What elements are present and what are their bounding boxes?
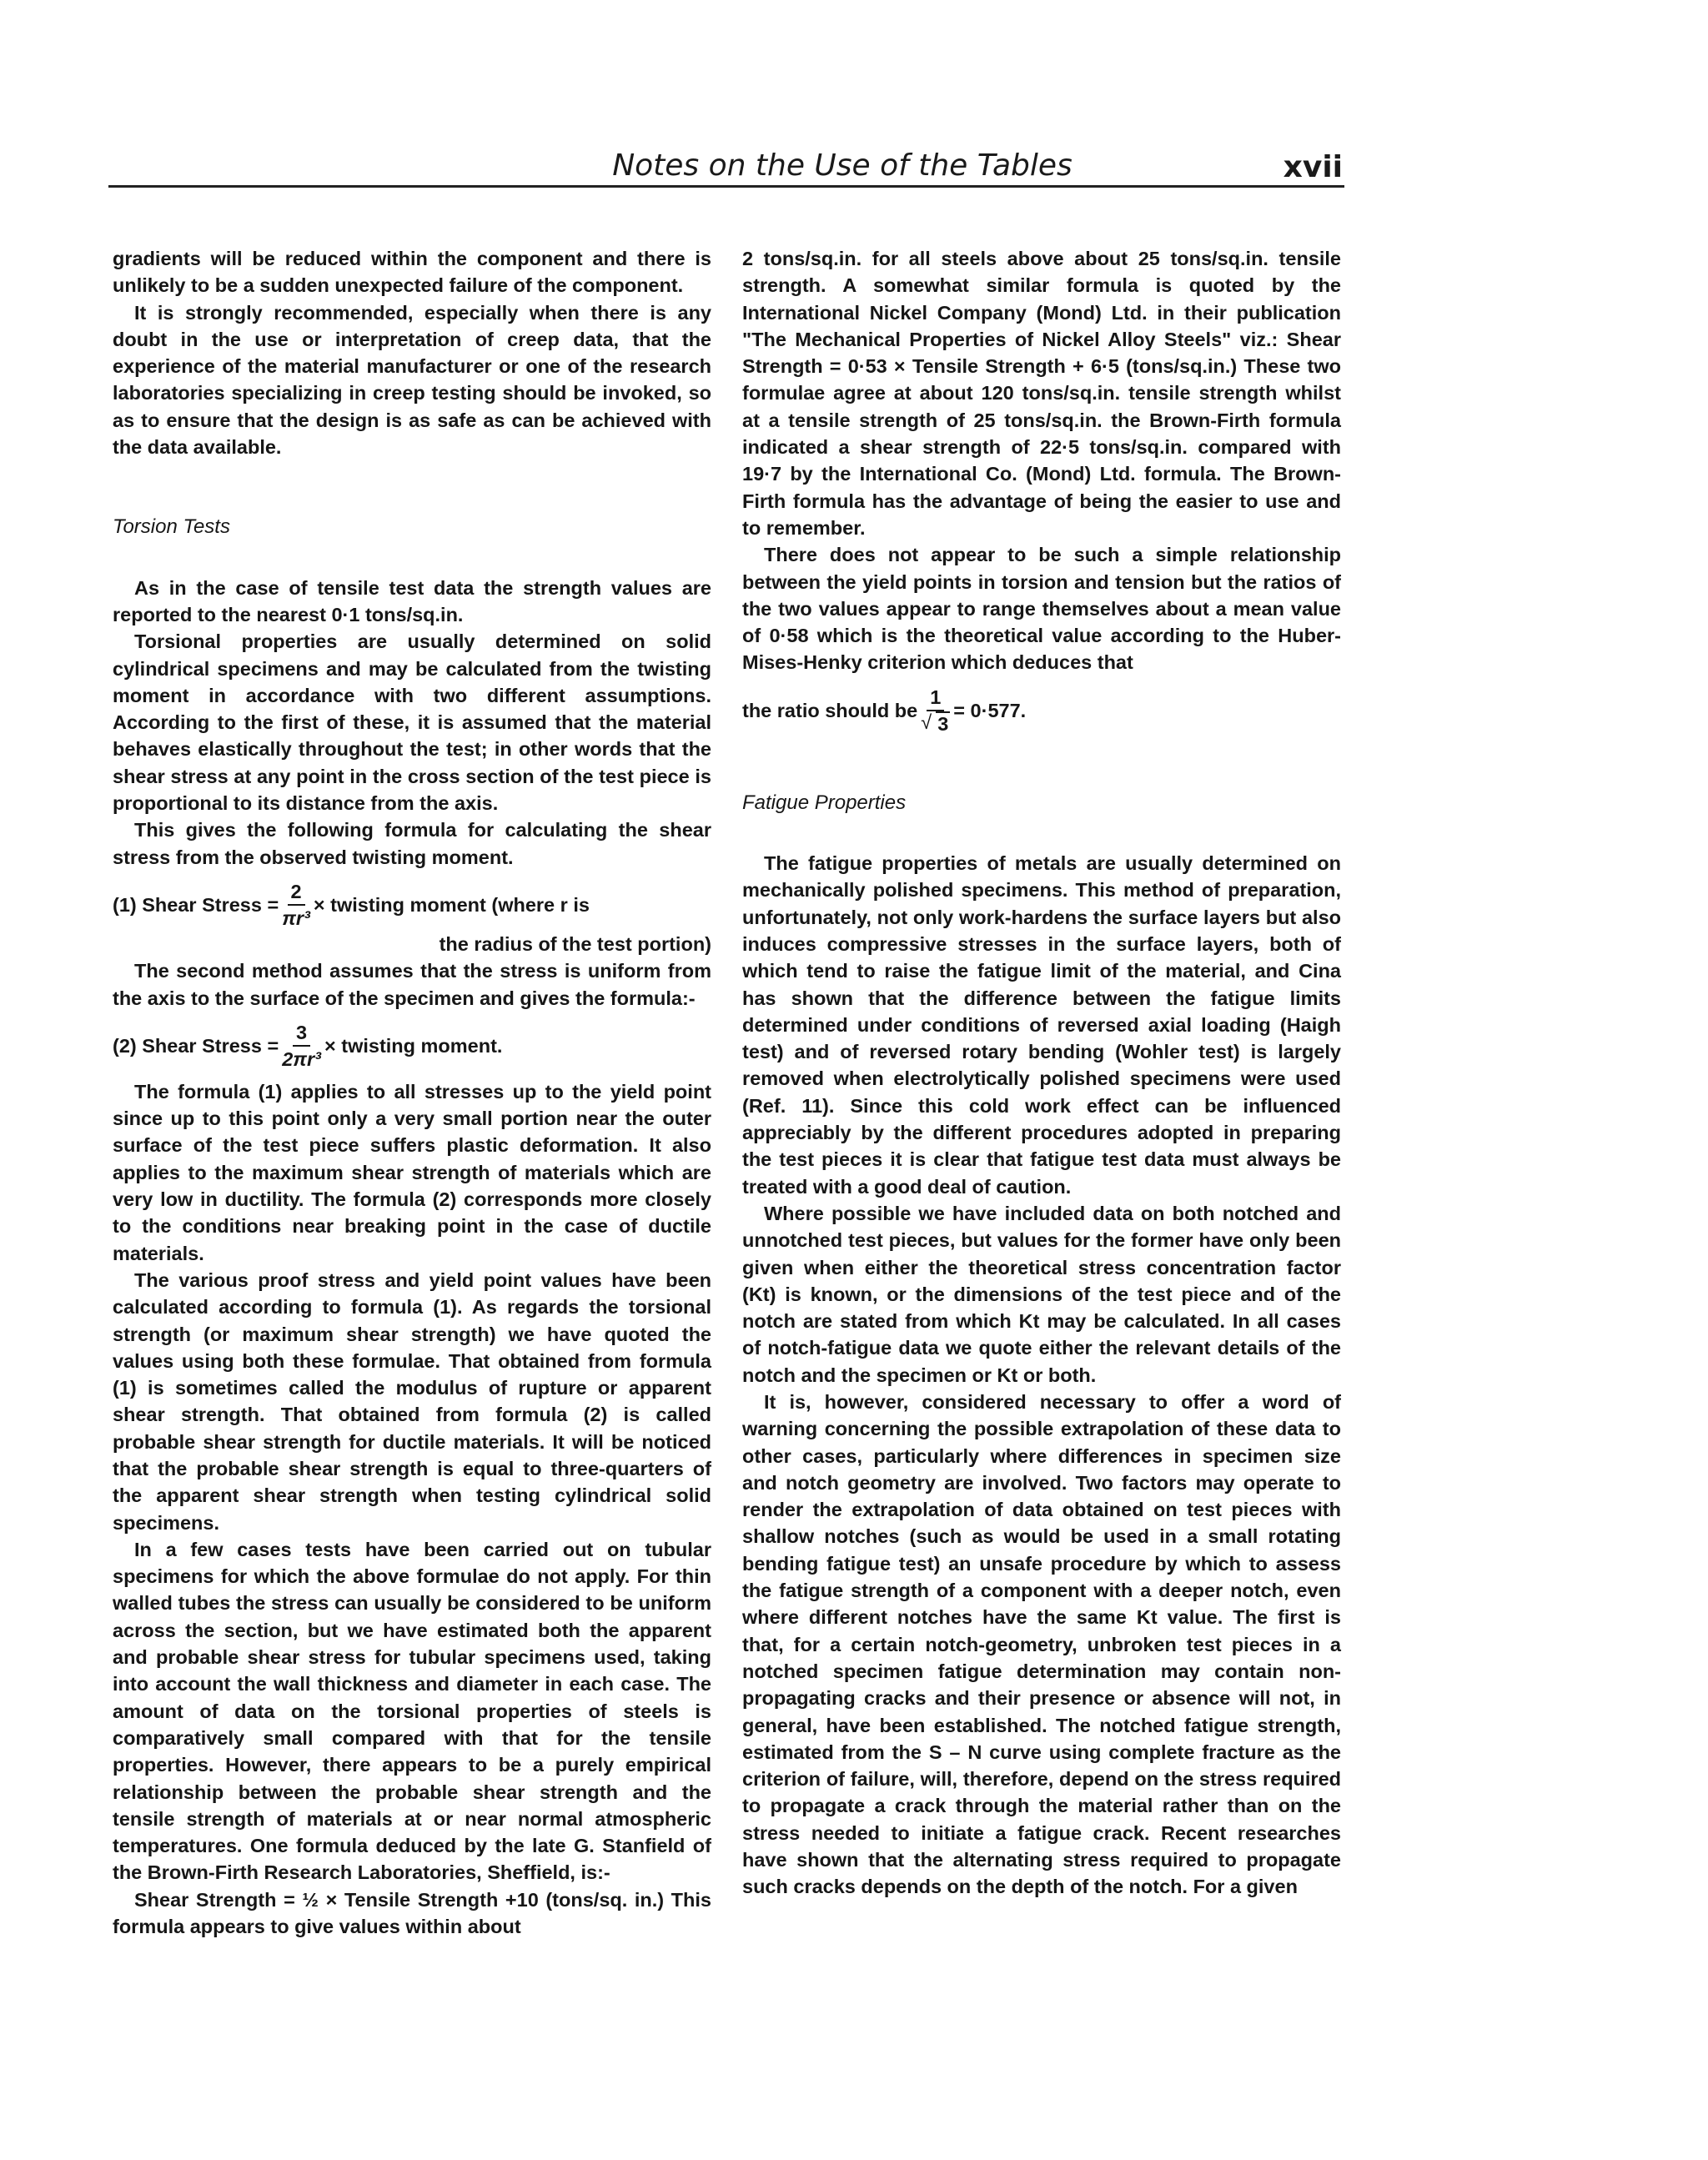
ratio-tail: = 0·577. [953,699,1027,721]
formula-1-lead: (1) Shear Stress = [113,893,279,916]
ratio-fraction [921,685,950,736]
formula-2-denominator: 2πr³ [282,1047,321,1070]
paragraph: This gives the following formula for calculating the shear stress from the observed twisting moment. [113,819,711,868]
paragraph: The formula (1) applies to all stresses up to the yield point since up to this point only a very small portion near the outer surface of the test piece suffers plastic deformation. It also applies to the maximum shear strength of materials which are very low in ductility. The formula (2) corresponds more closely to the conditions near breaking point in the case of ductile materials. [113,1080,711,1264]
paragraph: In a few cases tests have been carried out on tubular specimens for which the above formulae do not apply. For thin walled tubes the stress can usually be considered to be uniform across the section, but we have estimated both the apparent and probable shear stress for tubular specimens used, taking into account the wall thickness and diameter in each case. The amount of data on the torsional properties of steels is comparatively small compared with that for the tensile properties. However, there appears to be a purely empirical relationship between the probable shear strength and the tensile strength of materials at or near normal atmospheric temperatures. One formula deduced by the late G. Stanfield of the Brown-Firth Research Laboratories, Sheffield, is:- [113,1538,711,1884]
formula-1-tail: × twisting moment (where r is [313,893,590,916]
formula-2-fraction [282,1020,321,1072]
square-root-sign [921,711,950,736]
ratio-numerator: 1 [927,685,944,711]
formula-2-numerator: 3 [293,1020,310,1047]
ratio-radicand: 3 [937,712,949,735]
paragraph: The fatigue properties of metals are usually determined on mechanically polished specimens. This method of preparation, unfortunately, not only work-hardens the surface layers but also induces compressive stresses in the surface layers, both of which tend to raise the fatigue limit of the material, and Cina has shown that the difference between the fatigue limits determined under conditions of reversed axial loading (Haigh test) and of reversed rotary bending (Wohler test) is largely removed when electrolytically polished specimens were used (Ref. 11). Since this cold work effect can be influenced appreciably by the different procedures adopted in preparing the test pieces it is clear that fatigue test data must always be treated with a good deal of caution. [742,852,1341,1198]
paragraph: The second method assumes that the stress is uniform from the axis to the surface of the specimen and gives the formula:- [113,960,711,1009]
formula-2 [113,1020,711,1072]
paragraph: The various proof stress and yield point values have been calculated according to formula (1). As regards the torsional strength (or maximum shear strength) we have quoted the values using both these formulae. That obtained from formula (1) is sometimes called the modulus of rupture or apparent shear strength. That obtained from formula (2) is called probable shear strength for ductile materials. It will be noticed that the probable shear strength is equal to three-quarters of the apparent shear strength when testing cylindrical solid specimens. [113,1268,711,1534]
running-head-title: Notes on the Use of the Tables [612,148,1073,183]
paragraph: gradients will be reduced within the component and there is unlikely to be a sudden unexpected failure of the component. [113,248,711,297]
formula-2-tail: × twisting moment. [324,1034,503,1057]
paragraph: Torsional properties are usually determined on solid cylindrical specimens and may be calculated from the twisting moment in accordance with two different assumptions. According to the first of these, it is assumed that the material behaves elastically throughout the test; in other words that the shear stress at any point in the cross section of the test piece is proportional to its distance from the axis. [113,630,711,815]
paragraph: Where possible we have included data on both notched and unnotched test pieces, but values for the former have only been given when either the theoretical stress concentration factor (Kt) is known, or the dimensions of the test piece and of the notch are stated from which Kt may be calculated. In all cases of notch-fatigue data we quote either the relevant details of the notch and the specimen or Kt or both. [742,1202,1341,1386]
header-rule [108,185,1344,188]
section-heading-torsion-tests: Torsion Tests [113,515,230,539]
formula-2-lead: (2) Shear Stress = [113,1034,279,1057]
formula-1-fraction [282,879,310,931]
formula-1-numerator: 2 [288,879,305,906]
left-column [113,245,711,1940]
paragraph: Shear Strength = ½ × Tensile Strength +10 (tons/sq. in.) This formula appears to give values within about [113,1888,711,1938]
ratio-lead: the ratio should be [742,699,918,721]
right-column [742,245,1341,1901]
formula-1-denominator: πr³ [282,907,310,929]
ratio-formula [742,685,1341,736]
paragraph: As in the case of tensile test data the strength values are reported to the nearest 0·1 tons/sq.in. [113,576,711,625]
paragraph: It is, however, considered necessary to offer a word of warning concerning the possible extrapolation of these data to other cases, particularly where differences in specimen size and notch geometry are involved. Two factors may operate to render the extrapolation of data obtained on test pieces with shallow notches (such as would be used in a small rotating bending fatigue test) an unsafe procedure by which to assess the fatigue strength of a component with a deeper notch, even where different notches have the same Kt value. The first is that, for a certain notch-geometry, unbroken test pieces in a notched specimen fatigue determination may contain non-propagating cracks and their presence or absence will not, in general, have been established. The notched fatigue strength, estimated from the S – N curve using complete fracture as the criterion of failure, will, therefore, depend on the stress required to propagate a crack through the material rather than on the stress needed to initiate a fatigue crack. Recent researches have shown that the alternating stress required to propagate such cracks depends on the depth of the notch. For a given [742,1390,1341,1898]
paragraph: It is strongly recommended, especially when there is any doubt in the use or interpretation of creep data, that the experience of the material manufacturer or one of the research laboratories specializing in creep testing should be invoked, so as to ensure that the design is as safe as can be achieved with the data available. [113,301,711,459]
formula-1 [113,879,711,931]
formula-1-note: the radius of the test portion) [439,932,711,955]
section-heading-fatigue-properties: Fatigue Properties [742,791,907,814]
ratio-denominator [921,711,950,736]
page-number: xvii [1283,150,1343,184]
paragraph: There does not appear to be such a simple relationship between the yield points in torsion and tension but the ratios of the two values appear to range themselves about a mean value of 0·58 which is the theoretical value according to the Huber-Mises-Henky criterion which deduces that [742,544,1341,674]
paragraph: 2 tons/sq.in. for all steels above about 25 tons/sq.in. tensile strength. A somewhat similar formula is quoted by the International Nickel Company (Mond) Ltd. in their publication "The Mechanical Properties of Nickel Alloy Steels" viz.: Shear Strength = 0·53 × Tensile Strength + 6·5 (tons/sq.in.) These two formulae agree at about 120 tons/sq.in. tensile strength whilst at a tensile strength of 25 tons/sq.in. the Brown-Firth formula indicated a shear strength of 22·5 tons/sq.in. compared with 19·7 by the International Co. (Mond) Ltd. formula. The Brown-Firth formula has the advantage of being the easier to use and to remember. [742,248,1341,539]
